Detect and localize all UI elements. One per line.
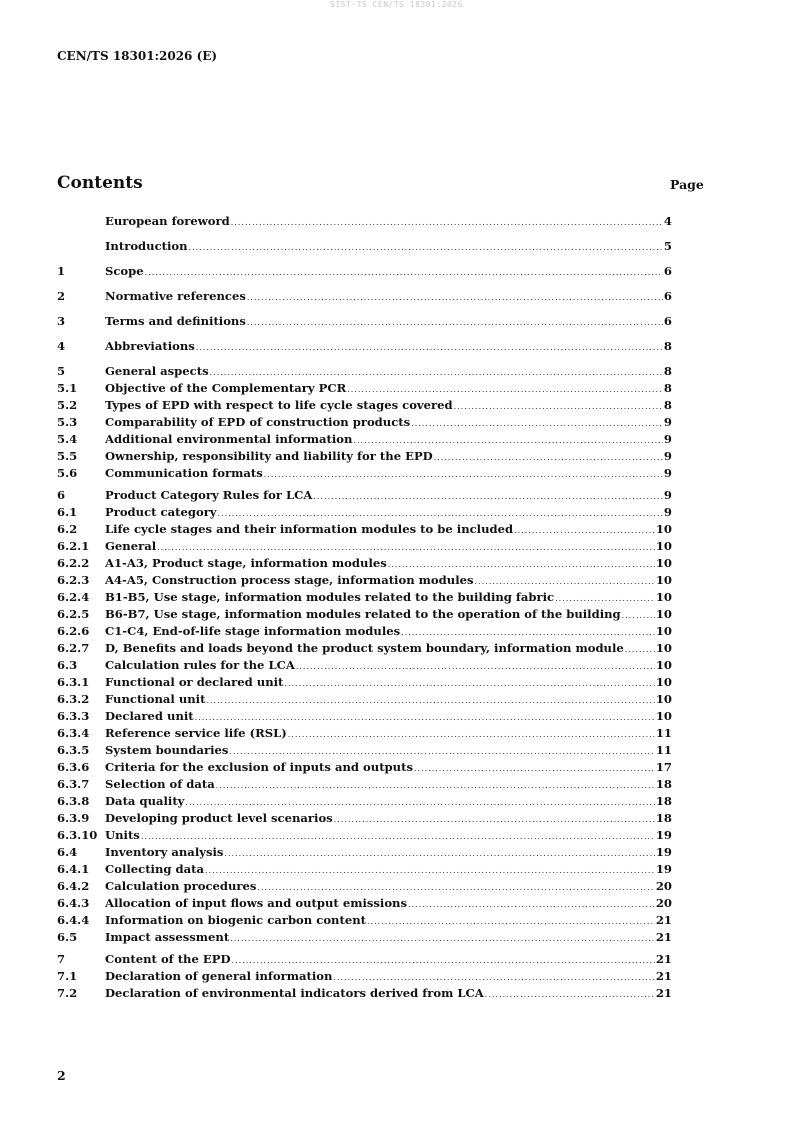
toc-entry[interactable] xyxy=(57,415,672,432)
toc-entry-number: 6.4.3 xyxy=(57,896,90,910)
toc-entry-page: 6 xyxy=(663,289,672,303)
toc-entry[interactable] xyxy=(57,264,672,281)
toc-entry-title: Comparability of EPD of construction products xyxy=(105,415,411,429)
toc-entry-number: 6.4 xyxy=(57,845,78,859)
toc-dot-leader xyxy=(224,849,654,858)
toc-entry[interactable] xyxy=(57,675,672,692)
toc-entry-title: Additional environmental information xyxy=(105,432,353,446)
toc-entry-title: C1-C4, End-of-life stage information modules xyxy=(105,624,401,638)
toc-dot-leader xyxy=(247,318,663,327)
toc-dot-leader xyxy=(401,628,655,637)
toc-dot-leader xyxy=(414,764,655,773)
toc-entry[interactable] xyxy=(57,522,672,539)
toc-entry-title: Communication formats xyxy=(105,466,263,480)
toc-entry-page: 9 xyxy=(663,432,672,446)
toc-entry[interactable] xyxy=(57,896,672,913)
toc-dot-leader xyxy=(206,696,654,705)
toc-dot-leader xyxy=(218,509,663,518)
toc-entry-page: 8 xyxy=(663,398,672,412)
toc-dot-leader xyxy=(388,560,655,569)
toc-entry-number: 6.3.10 xyxy=(57,828,98,842)
toc-entry-number: 6.3.2 xyxy=(57,692,90,706)
toc-entry-title: D, Benefits and loads beyond the product system boundary, information module xyxy=(105,641,624,655)
toc-entry[interactable] xyxy=(57,709,672,726)
toc-entry-title: Life cycle stages and their information modules to be included xyxy=(105,522,514,536)
toc-entry-title: Product category xyxy=(105,505,217,519)
toc-entry-page: 9 xyxy=(663,449,672,463)
toc-entry-title: Product Category Rules for LCA xyxy=(105,488,313,502)
toc-entry-page: 10 xyxy=(655,641,672,655)
toc-dot-leader xyxy=(196,343,663,352)
toc-entry-number: 5.4 xyxy=(57,432,78,446)
toc-entry-page: 20 xyxy=(655,896,672,910)
toc-entry[interactable] xyxy=(57,398,672,415)
toc-entry-title: Introduction xyxy=(105,239,188,253)
toc-entry-page: 21 xyxy=(655,986,672,1000)
toc-dot-leader xyxy=(232,956,655,965)
toc-entry-number: 6.5 xyxy=(57,930,78,944)
toc-dot-leader xyxy=(347,385,663,394)
toc-entry-page: 6 xyxy=(663,314,672,328)
toc-dot-leader xyxy=(555,594,655,603)
toc-entry-title: Impact assessment xyxy=(105,930,230,944)
toc-entry-number: 6.2.7 xyxy=(57,641,90,655)
toc-entry[interactable] xyxy=(57,364,672,381)
toc-entry-title: Calculation procedures xyxy=(105,879,257,893)
toc-entry-number: 6.2.3 xyxy=(57,573,90,587)
toc-entry-title: Objective of the Complementary PCR xyxy=(105,381,347,395)
toc-entry-number: 6.4.4 xyxy=(57,913,90,927)
toc-entry-title: Calculation rules for the LCA xyxy=(105,658,295,672)
toc-dot-leader xyxy=(475,577,655,586)
toc-dot-leader xyxy=(622,611,655,620)
toc-dot-leader xyxy=(157,543,655,552)
toc-dot-leader xyxy=(288,730,655,739)
toc-entry-number: 1 xyxy=(57,264,66,278)
toc-dot-leader xyxy=(284,679,654,688)
toc-entry-title: A4-A5, Construction process stage, information modules xyxy=(105,573,474,587)
toc-entry-page: 10 xyxy=(655,658,672,672)
toc-entry-number: 7.1 xyxy=(57,969,78,983)
toc-dot-leader xyxy=(408,900,655,909)
toc-entry-number: 5.2 xyxy=(57,398,78,412)
toc-entry-title: General aspects xyxy=(105,364,209,378)
toc-entry-page: 20 xyxy=(655,879,672,893)
toc-entry-number: 6.2.6 xyxy=(57,624,90,638)
toc-entry-number: 5 xyxy=(57,364,66,378)
toc-entry[interactable] xyxy=(57,381,672,398)
toc-dot-leader xyxy=(353,436,662,445)
toc-entry-number: 6.4.2 xyxy=(57,879,90,893)
toc-entry-title: System boundaries xyxy=(105,743,229,757)
toc-entry-number: 4 xyxy=(57,339,66,353)
toc-entry-title: Developing product level scenarios xyxy=(105,811,333,825)
toc-entry-page: 10 xyxy=(655,539,672,553)
toc-entry-number: 6.3.8 xyxy=(57,794,90,808)
toc-dot-leader xyxy=(229,747,654,756)
toc-dot-leader xyxy=(145,268,663,277)
toc-entry-number: 5.5 xyxy=(57,449,78,463)
toc-entry-title: Functional unit xyxy=(105,692,206,706)
toc-entry-title: Collecting data xyxy=(105,862,205,876)
page-column-heading: Page xyxy=(670,177,704,192)
toc-dot-leader xyxy=(625,645,655,654)
toc-entry[interactable] xyxy=(57,913,672,930)
toc-entry[interactable] xyxy=(57,845,672,862)
toc-dot-leader xyxy=(411,419,663,428)
toc-dot-leader xyxy=(231,218,663,227)
toc-entry[interactable] xyxy=(57,811,672,828)
toc-entry-title: Information on biogenic carbon content xyxy=(105,913,366,927)
toc-entry[interactable] xyxy=(57,466,672,483)
toc-entry-page: 10 xyxy=(655,556,672,570)
toc-dot-leader xyxy=(257,883,654,892)
toc-entry-number: 6.2.1 xyxy=(57,539,90,553)
toc-entry-page: 18 xyxy=(655,811,672,825)
toc-dot-leader xyxy=(185,798,654,807)
toc-entry[interactable] xyxy=(57,449,672,466)
toc-entry-number: 6.3.5 xyxy=(57,743,90,757)
toc-entry-title: Inventory analysis xyxy=(105,845,224,859)
toc-entry-page: 6 xyxy=(663,264,672,278)
toc-entry-title: Reference service life (RSL) xyxy=(105,726,287,740)
toc-entry[interactable] xyxy=(57,214,672,231)
toc-entry[interactable] xyxy=(57,658,672,675)
toc-entry[interactable] xyxy=(57,289,672,306)
toc-entry-title: Normative references xyxy=(105,289,246,303)
toc-entry-page: 19 xyxy=(655,845,672,859)
toc-entry-number: 7.2 xyxy=(57,986,78,1000)
toc-entry[interactable] xyxy=(57,726,672,743)
toc-entry-number: 6.2.4 xyxy=(57,590,90,604)
toc-entry-number: 6.4.1 xyxy=(57,862,90,876)
toc-entry-page: 21 xyxy=(655,969,672,983)
toc-entry-page: 8 xyxy=(663,381,672,395)
toc-entry[interactable] xyxy=(57,239,672,256)
toc-entry-page: 8 xyxy=(663,339,672,353)
toc-dot-leader xyxy=(264,470,663,479)
toc-entry-page: 11 xyxy=(655,726,672,740)
toc-entry-title: Ownership, responsibility and liability for the EPD xyxy=(105,449,433,463)
toc-entry-page: 18 xyxy=(655,777,672,791)
toc-entry[interactable] xyxy=(57,590,672,607)
toc-dot-leader xyxy=(247,293,663,302)
toc-entry-title: Content of the EPD xyxy=(105,952,231,966)
toc-entry[interactable] xyxy=(57,505,672,522)
toc-entry-number: 5.1 xyxy=(57,381,78,395)
toc-entry-title: Declaration of environmental indicators derived from LCA xyxy=(105,986,484,1000)
toc-dot-leader xyxy=(189,243,663,252)
toc-entry[interactable] xyxy=(57,556,672,573)
toc-entry-page: 21 xyxy=(655,913,672,927)
toc-entry-title: Declared unit xyxy=(105,709,194,723)
toc-entry-number: 7 xyxy=(57,952,66,966)
toc-entry-title: Declaration of general information xyxy=(105,969,333,983)
page-number: 2 xyxy=(57,1068,66,1083)
toc-entry-page: 19 xyxy=(655,828,672,842)
toc-entry-page: 10 xyxy=(655,522,672,536)
toc-entry-number: 6.3.4 xyxy=(57,726,90,740)
toc-entry-title: Selection of data xyxy=(105,777,215,791)
toc-dot-leader xyxy=(195,713,655,722)
toc-entry-page: 10 xyxy=(655,675,672,689)
toc-entry-page: 10 xyxy=(655,709,672,723)
toc-entry[interactable] xyxy=(57,760,672,777)
toc-dot-leader xyxy=(216,781,655,790)
toc-entry-title: Units xyxy=(105,828,140,842)
toc-entry-number: 6.2 xyxy=(57,522,78,536)
toc-dot-leader xyxy=(205,866,655,875)
toc-entry[interactable] xyxy=(57,828,672,845)
toc-entry-number: 6.3.3 xyxy=(57,709,90,723)
toc-entry[interactable] xyxy=(57,339,672,356)
toc-entry[interactable] xyxy=(57,986,672,1003)
toc-entry[interactable] xyxy=(57,777,672,794)
toc-entry[interactable] xyxy=(57,692,672,709)
toc-entry-page: 8 xyxy=(663,364,672,378)
toc-entry-number: 6.2.2 xyxy=(57,556,90,570)
toc-dot-leader xyxy=(434,453,663,462)
toc-dot-leader xyxy=(210,368,663,377)
toc-entry[interactable] xyxy=(57,488,672,505)
toc-entry-page: 10 xyxy=(655,573,672,587)
watermark: SIST-TS CEN/TS 18301:2026 xyxy=(330,0,463,9)
toc-entry-page: 9 xyxy=(663,466,672,480)
toc-entry[interactable] xyxy=(57,314,672,331)
toc-entry-page: 9 xyxy=(663,505,672,519)
toc-entry-page: 21 xyxy=(655,952,672,966)
toc-entry-number: 5.3 xyxy=(57,415,78,429)
toc-entry-title: Functional or declared unit xyxy=(105,675,284,689)
toc-entry[interactable] xyxy=(57,794,672,811)
toc-entry-number: 5.6 xyxy=(57,466,78,480)
toc-entry-number: 6.3.7 xyxy=(57,777,90,791)
toc-entry-number: 6.3.1 xyxy=(57,675,90,689)
toc-entry-number: 6.3 xyxy=(57,658,78,672)
toc-entry-page: 9 xyxy=(663,415,672,429)
toc-entry[interactable] xyxy=(57,624,672,641)
toc-entry-number: 2 xyxy=(57,289,66,303)
toc-entry-number: 6.3.9 xyxy=(57,811,90,825)
toc-entry[interactable] xyxy=(57,862,672,879)
toc-entry-title: Abbreviations xyxy=(105,339,195,353)
toc-dot-leader xyxy=(454,402,663,411)
toc-entry[interactable] xyxy=(57,641,672,658)
toc-entry-page: 10 xyxy=(655,590,672,604)
toc-entry[interactable] xyxy=(57,879,672,896)
toc-entry-title: B1-B5, Use stage, information modules related to the building fabric xyxy=(105,590,555,604)
toc-entry-title: Data quality xyxy=(105,794,185,808)
toc-dot-leader xyxy=(333,973,654,982)
toc-entry-page: 10 xyxy=(655,692,672,706)
toc-entry-title: General xyxy=(105,539,157,553)
toc-entry-title: A1-A3, Product stage, information modules xyxy=(105,556,387,570)
toc-dot-leader xyxy=(296,662,655,671)
toc-entry-title: Scope xyxy=(105,264,144,278)
toc-entry-page: 4 xyxy=(663,214,672,228)
toc-entry-page: 10 xyxy=(655,624,672,638)
toc-entry-page: 9 xyxy=(663,488,672,502)
toc-entry[interactable] xyxy=(57,607,672,624)
toc-entry-page: 11 xyxy=(655,743,672,757)
toc-entry-number: 6 xyxy=(57,488,66,502)
toc-entry-page: 19 xyxy=(655,862,672,876)
document-id: CEN/TS 18301:2026 (E) xyxy=(57,49,218,63)
toc-entry-page: 18 xyxy=(655,794,672,808)
toc-dot-leader xyxy=(230,934,655,943)
toc-entry-title: Criteria for the exclusion of inputs and outputs xyxy=(105,760,413,774)
toc-entry-page: 5 xyxy=(663,239,672,253)
toc-entry-title: European foreword xyxy=(105,214,230,228)
toc-entry-title: Terms and definitions xyxy=(105,314,246,328)
contents-title: Contents xyxy=(57,173,143,193)
toc-entry[interactable] xyxy=(57,969,672,986)
toc-entry-title: B6-B7, Use stage, information modules related to the operation of the building xyxy=(105,607,621,621)
toc-entry-number: 6.3.6 xyxy=(57,760,90,774)
toc-dot-leader xyxy=(313,492,663,501)
toc-dot-leader xyxy=(141,832,655,841)
toc-entry-number: 3 xyxy=(57,314,66,328)
table-of-contents xyxy=(57,214,672,1003)
toc-entry[interactable] xyxy=(57,432,672,449)
toc-entry-page: 21 xyxy=(655,930,672,944)
toc-entry-number: 6.1 xyxy=(57,505,78,519)
toc-entry-title: Types of EPD with respect to life cycle stages covered xyxy=(105,398,453,412)
toc-entry[interactable] xyxy=(57,573,672,590)
toc-dot-leader xyxy=(514,526,655,535)
toc-entry[interactable] xyxy=(57,930,672,947)
toc-entry[interactable] xyxy=(57,743,672,760)
toc-entry-number: 6.2.5 xyxy=(57,607,90,621)
toc-dot-leader xyxy=(485,990,655,999)
toc-entry-page: 17 xyxy=(655,760,672,774)
toc-entry[interactable] xyxy=(57,539,672,556)
toc-dot-leader xyxy=(367,917,655,926)
toc-entry-title: Allocation of input flows and output emissions xyxy=(105,896,408,910)
toc-entry[interactable] xyxy=(57,952,672,969)
toc-dot-leader xyxy=(334,815,655,824)
toc-entry-page: 10 xyxy=(655,607,672,621)
